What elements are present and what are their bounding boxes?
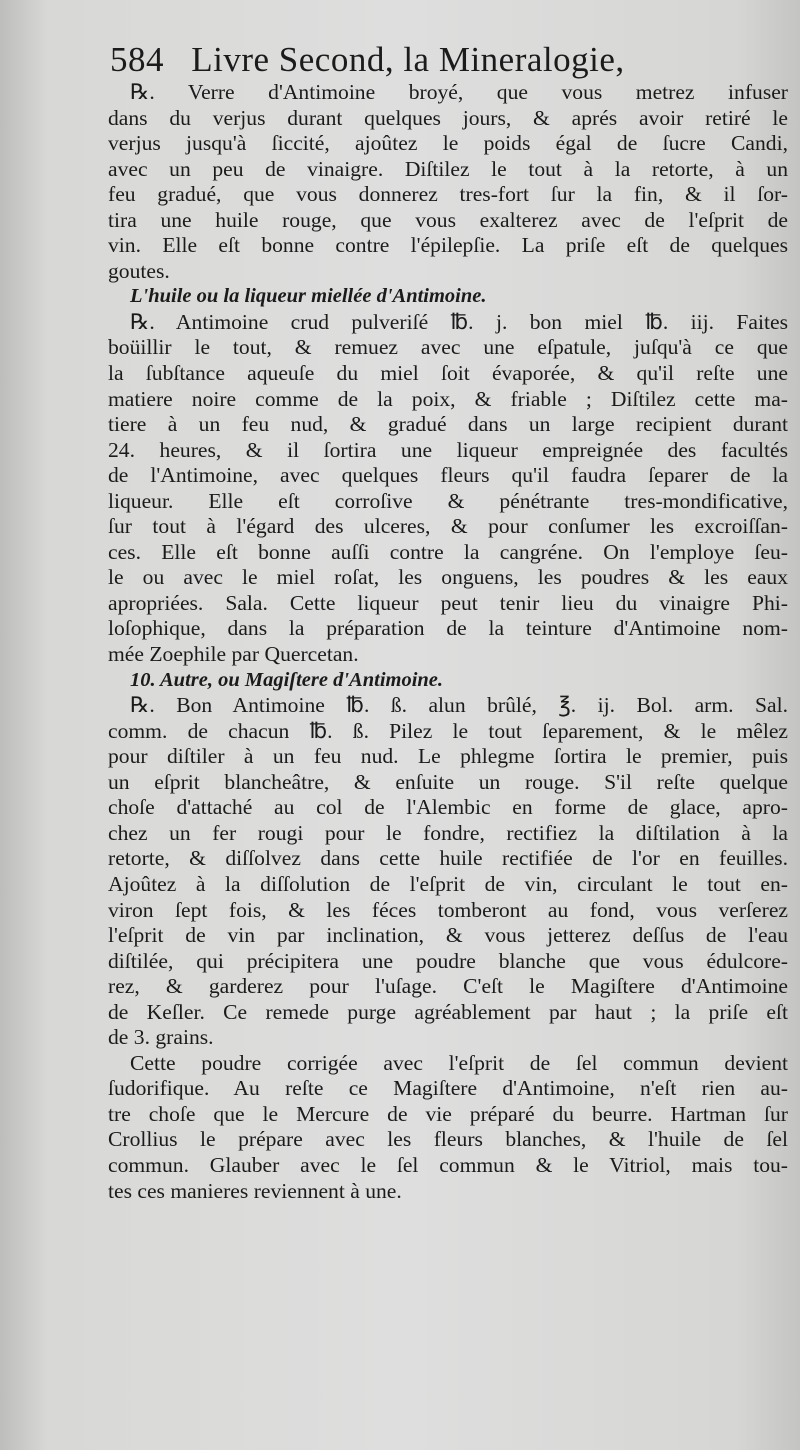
text-line: de Keſler. Ce remede purge agréablement par haut ; la priſe eſt bbox=[108, 999, 788, 1024]
text-line: la ſubſtance aqueuſe du miel ſoit évaporée, & qu'il reſte une bbox=[108, 361, 788, 386]
text-line: ces. Elle eſt bonne auſſi contre la cangréne. On l'employe ſeu- bbox=[108, 539, 788, 564]
section-heading: 10. Autre, ou Magiſtere d'Antimoine. bbox=[130, 668, 444, 691]
text-line: commun. Glauber avec le ſel commun & le Vitriol, mais tou- bbox=[108, 1152, 788, 1177]
text-line: viron ſept fois, & les féces tomberont au fond, vous verſerez bbox=[108, 897, 788, 922]
text-line: le ou avec le miel roſat, les onguens, les poudres & les eaux bbox=[108, 565, 788, 590]
text-line: tiere à un feu nud, & gradué dans un large recipient durant bbox=[108, 412, 788, 437]
text-line: comm. de chacun ℔. ß. Pilez le tout ſeparement, & le mêlez bbox=[108, 718, 788, 743]
text-line: ſur tout à l'égard des ulceres, & pour conſumer les excroiſſan- bbox=[108, 514, 788, 539]
text-line: dans du verjus durant quelques jours, & aprés avoir retiré le bbox=[108, 105, 788, 130]
text-line: Ajoûtez à la diſſolution de l'eſprit de vin, circulant le tout en- bbox=[108, 871, 788, 896]
text-line: ℞. Verre d'Antimoine broyé, que vous metrez infuser bbox=[130, 80, 788, 104]
text-line: choſe d'attaché au col de l'Alembic en forme de glace, apro- bbox=[108, 795, 788, 820]
text-line: pour diſtiler à un feu nud. Le phlegme ſortira le premier, puis bbox=[108, 744, 788, 769]
text-line: tre choſe que le Mercure de vie préparé du beurre. Hartman ſur bbox=[108, 1101, 788, 1126]
text-line: ſudorifique. Au reſte ce Magiſtere d'Antimoine, n'eſt rien au- bbox=[108, 1076, 788, 1101]
text-line: un eſprit blancheâtre, & enſuite un rouge. S'il reſte quelque bbox=[108, 769, 788, 794]
text-line: tira une huile rouge, que vous exalterez avec de l'eſprit de bbox=[108, 207, 788, 232]
body-text bbox=[108, 80, 788, 1204]
text-line: liqueur. Elle eſt corroſive & pénétrante tres-mondificative, bbox=[108, 488, 788, 513]
text-line: de 3. grains. bbox=[108, 1025, 214, 1050]
text-line: ℞. Bon Antimoine ℔. ß. alun brûlé, ℥. ij. Bol. arm. Sal. bbox=[130, 693, 788, 718]
text-line: tes ces manieres reviennent à une. bbox=[108, 1178, 402, 1203]
text-line: chez un fer rougi pour le fondre, rectifiez la diſtilation à la bbox=[108, 820, 788, 845]
text-line: avec un peu de vinaigre. Diſtilez le tout à la retorte, à un bbox=[108, 156, 788, 181]
running-header bbox=[110, 40, 730, 80]
text-line: boüillir le tout, & remuez avec une eſpatule, juſqu'à ce que bbox=[108, 335, 788, 360]
text-line: apropriées. Sala. Cette liqueur peut tenir lieu du vinaigre Phi- bbox=[108, 590, 788, 615]
text-line: Cette poudre corrigée avec l'eſprit de ſel commun devient bbox=[130, 1050, 788, 1075]
text-line: rez, & garderez pour l'uſage. C'eſt le Magiſtere d'Antimoine bbox=[108, 974, 788, 999]
text-line: loſophique, dans la préparation de la teinture d'Antimoine nom- bbox=[108, 616, 788, 641]
section-heading: L'huile ou la liqueur miellée d'Antimoine. bbox=[130, 285, 487, 308]
text-line: matiere noire comme de la poix, & friable ; Diſtilez cette ma- bbox=[108, 386, 788, 411]
text-line: l'eſprit de vin par inclination, & vous jetterez deſſus de l'eau bbox=[108, 923, 788, 948]
text-line: vin. Elle eſt bonne contre l'épilepſie. La priſe eſt de quelques bbox=[108, 233, 788, 258]
text-line: mée Zoephile par Quercetan. bbox=[108, 642, 359, 667]
text-line: 24. heures, & il ſortira une liqueur empreignée des facultés bbox=[108, 437, 788, 462]
text-line: Crollius le prépare avec les fleurs blanches, & l'huile de ſel bbox=[108, 1127, 788, 1152]
text-line: retorte, & diſſolvez dans cette huile rectifiée de l'or en feuilles. bbox=[108, 846, 788, 871]
text-line: diſtilée, qui précipitera une poudre blanche que vous édulcore- bbox=[108, 948, 788, 973]
text-line: feu gradué, que vous donnerez tres-fort ſur la fin, & il ſor- bbox=[108, 182, 788, 207]
text-line: goutes. bbox=[108, 258, 170, 283]
text-line: ℞. Antimoine crud pulveriſé ℔. j. bon miel ℔. iij. Faites bbox=[130, 309, 788, 334]
text-line: verjus jusqu'à ſiccité, ajoûtez le poids égal de ſucre Candi, bbox=[108, 131, 788, 156]
page-number: 584 bbox=[110, 40, 164, 79]
running-title: Livre Second, la Mineralogie, bbox=[191, 40, 625, 79]
text-line: de l'Antimoine, avec quelques fleurs qu'il faudra ſeparer de la bbox=[108, 463, 788, 488]
